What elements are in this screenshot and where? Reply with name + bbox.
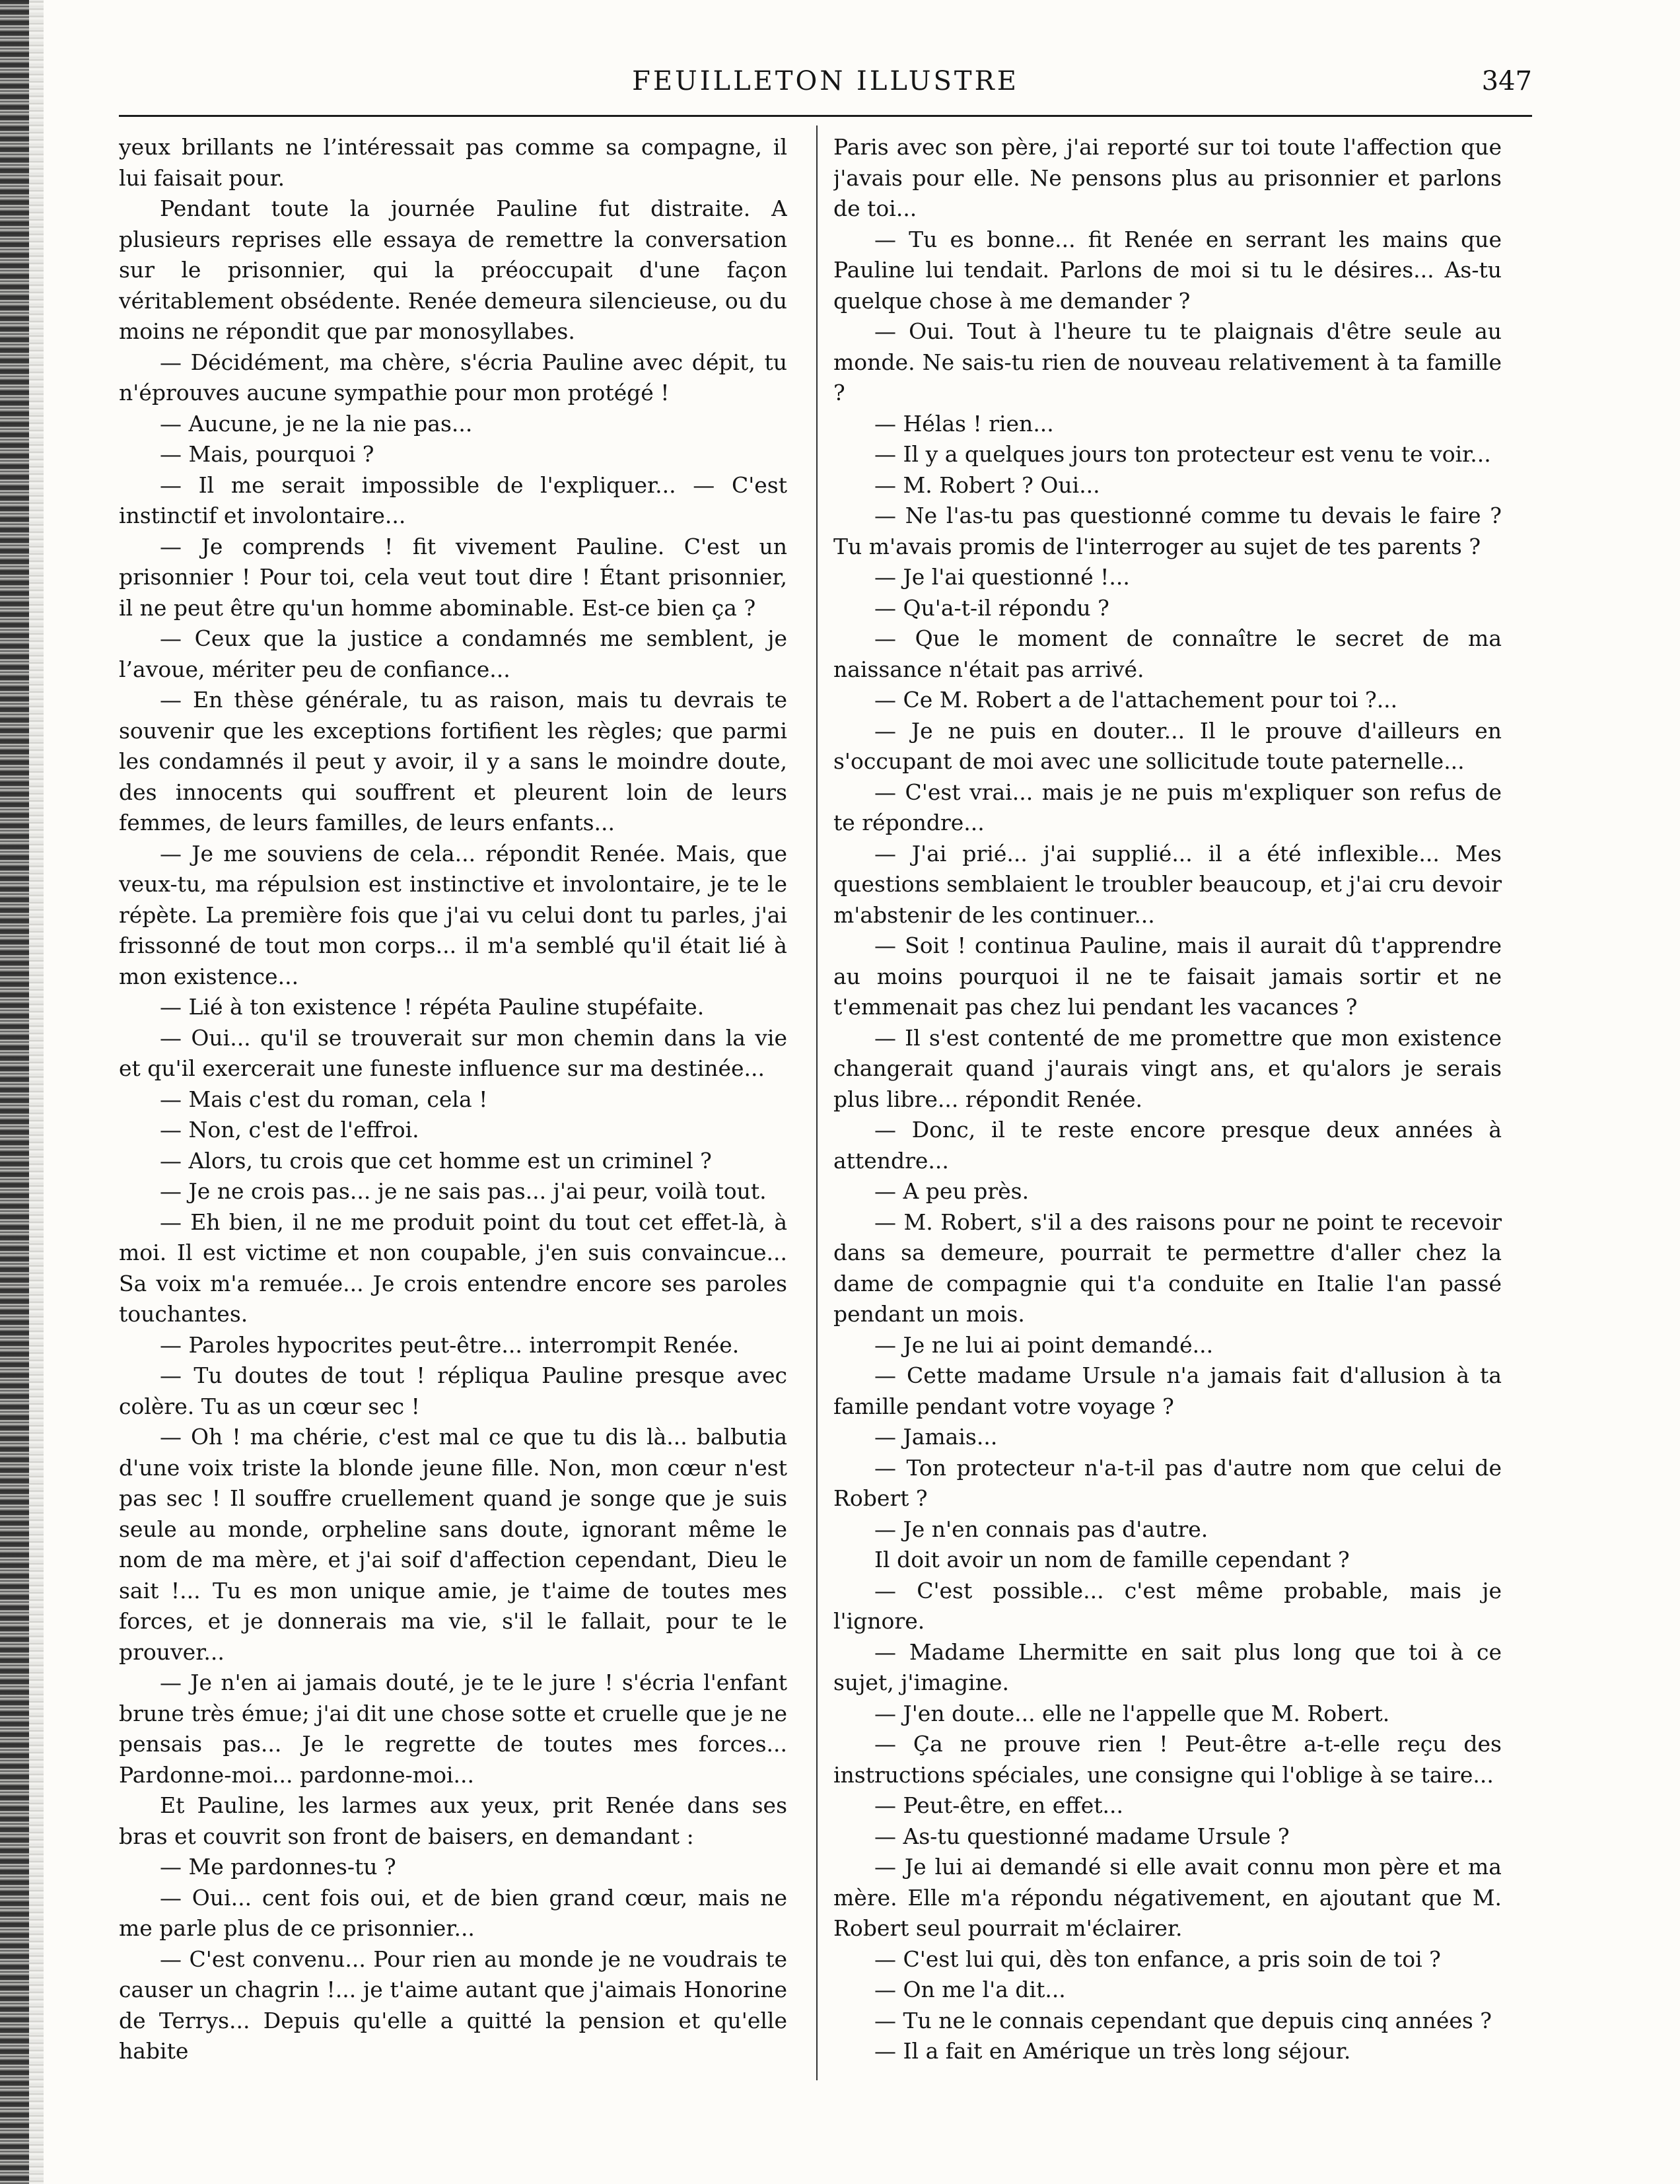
paragraph: — Mais c'est du roman, cela !	[160, 1086, 488, 1112]
paragraph: — Non, c'est de l'effroi.	[160, 1117, 419, 1143]
paragraph: — J'ai prié... j'ai supplié... il a été inflexible... Mes questions semblaient le troubler beaucoup, et j'ai cru devoir m'abstenir de les continuer...	[833, 840, 1502, 928]
running-title: FEUILLETON ILLUSTRE	[632, 66, 1019, 96]
paragraph: — Il s'est contenté de me promettre que mon existence changerait quand j'aurais vingt ans, et qu'alors je serais plus libre... répondit Renée.	[833, 1024, 1502, 1112]
page-binding-edge	[0, 0, 29, 2184]
paragraph: — Madame Lhermitte en sait plus long que toi à ce sujet, j'imagine.	[833, 1638, 1502, 1695]
paragraph: — Je lui ai demandé si elle avait connu mon père et ma mère. Elle m'a répondu négativement, en ajoutant que M. Robert seul pourrait m'éclairer.	[833, 1854, 1502, 1941]
paragraph: — On me l'a dit...	[874, 1977, 1066, 2002]
page-header	[119, 66, 1532, 106]
right-text-column	[833, 132, 1502, 2087]
paragraph: — Oui. Tout à l'heure tu te plaignais d'être seule au monde. Ne sais-tu rien de nouveau relativement à ta famille ?	[833, 318, 1502, 405]
paragraph: — Je n'en ai jamais douté, je te le jure ! s'écria l'enfant brune très émue; j'ai dit une chose sotte et cruelle que je ne pensais pas... Je le regrette de toutes mes forces... Pardonne-moi... pardonne-moi...	[119, 1670, 787, 1788]
paragraph: Paris avec son père, j'ai reporté sur toi toute l'affection que j'avais pour elle. Ne pensons plus au prisonnier et parlons de toi...	[833, 134, 1502, 221]
paragraph: — J'en doute... elle ne l'appelle que M. Robert.	[874, 1700, 1390, 1726]
paragraph: — C'est possible... c'est même probable, mais je l'ignore.	[833, 1577, 1502, 1634]
page-number: 347	[1481, 66, 1532, 96]
paragraph: — As-tu questionné madame Ursule ?	[874, 1823, 1290, 1849]
paragraph: — Hélas ! rien...	[874, 410, 1054, 437]
paragraph: — Lié à ton existence ! répéta Pauline stupéfaite.	[160, 994, 705, 1020]
paragraph: — Soit ! continua Pauline, mais il aurait dû t'apprendre au moins pourquoi il ne te faisait jamais sortir et ne t'emmenait pas chez lui pendant les vacances ?	[833, 933, 1502, 1020]
paragraph: — Ceux que la justice a condamnés me semblent, je l’avoue, mériter peu de confiance...	[119, 625, 787, 682]
paragraph: — Aucune, je ne la nie pas...	[160, 410, 473, 437]
paragraph: — Oh ! ma chérie, c'est mal ce que tu dis là... balbutia d'une voix triste la blonde jeune fille. Non, mon cœur n'est pas sec ! Il souffre cruellement quand je songe que je suis seule au monde, orpheline sans doute, ignorant même le nom de ma mère, et j'ai soif d'affection cependant, Dieu le sait !... Tu es mon unique amie, je t'aime de toutes mes forces, et je donnerais ma vie, s'il le fallait, pour te le prouver...	[119, 1424, 787, 1665]
paragraph: — Paroles hypocrites peut-être... interrompit Renée.	[160, 1331, 740, 1358]
paragraph: — Eh bien, il ne me produit point du tout cet effet-là, à moi. Il est victime et non coupable, j'en suis convaincue... Sa voix m'a remuée... Je crois entendre encore ses paroles touchantes.	[119, 1209, 787, 1327]
paragraph: — C'est convenu... Pour rien au monde je ne voudrais te causer un chagrin !... je t'aime autant que j'aimais Honorine de Terrys... Depuis qu'elle a quitté la pension et qu'elle habite	[119, 1946, 787, 2064]
paragraph: — Alors, tu crois que cet homme est un criminel ?	[160, 1147, 712, 1174]
paragraph: — Je ne puis en douter... Il le prouve d'ailleurs en s'occupant de moi avec une sollicitude toute paternelle...	[833, 717, 1502, 774]
paragraph: — Que le moment de connaître le secret de ma naissance n'était pas arrivé.	[833, 625, 1502, 682]
paragraph: — Cette madame Ursule n'a jamais fait d'allusion à ta famille pendant votre voyage ?	[833, 1362, 1502, 1419]
paragraph: — Ton protecteur n'a-t-il pas d'autre nom que celui de Robert ?	[833, 1454, 1502, 1511]
paragraph: yeux brillants ne l’intéressait pas comme sa compagne, il lui faisait pour.	[119, 134, 787, 191]
paragraph: — Ce M. Robert a de l'attachement pour toi ?...	[874, 687, 1398, 713]
paragraph: — C'est lui qui, dès ton enfance, a pris soin de toi ?	[874, 1946, 1441, 1972]
paragraph: — Je l'ai questionné !...	[874, 564, 1130, 590]
paragraph: Et Pauline, les larmes aux yeux, prit Renée dans ses bras et couvrit son front de baisers, en demandant :	[119, 1792, 787, 1849]
paragraph: — Je me souviens de cela... répondit Renée. Mais, que veux-tu, ma répulsion est instinctive et involontaire, je te le répète. La première fois que j'ai vu celui dont tu parles, j'ai frissonné de tout mon corps... il m'a semblé qu'il était lié à mon existence...	[119, 840, 787, 989]
paragraph: — M. Robert ? Oui...	[874, 472, 1100, 498]
paragraph: — Tu ne le connais cependant que depuis cinq années ?	[874, 2007, 1492, 2033]
paragraph: Il doit avoir un nom de famille cependant ?	[874, 1547, 1350, 1572]
paragraph: — Jamais...	[874, 1424, 998, 1450]
paragraph: — En thèse générale, tu as raison, mais tu devrais te souvenir que les exceptions fortifient les règles; que parmi les condamnés il peut y avoir, il y a sans le moindre doute, des innocents qui souffrent et pleurent loin de leurs femmes, de leurs familles, de leurs enfants...	[119, 687, 787, 835]
paragraph: — Ne l'as-tu pas questionné comme tu devais le faire ? Tu m'avais promis de l'interroger au sujet de tes parents ?	[833, 503, 1502, 559]
column-divider	[816, 125, 818, 2080]
paragraph: — Je comprends ! fit vivement Pauline. C'est un prisonnier ! Pour toi, cela veut tout dire ! Étant prisonnier, il ne peut être qu'un homme abominable. Est-ce bien ça ?	[119, 533, 787, 621]
paragraph: — Mais, pourquoi ?	[160, 441, 374, 467]
paragraph: — Oui... qu'il se trouverait sur mon chemin dans la vie et qu'il exercerait une funeste influence sur ma destinée...	[119, 1024, 787, 1081]
paragraph: — M. Robert, s'il a des raisons pour ne point te recevoir dans sa demeure, pourrait te permettre d'aller chez la dame de compagnie qui t'a conduite en Italie l'an passé pendant un mois.	[833, 1209, 1502, 1327]
header-rule	[119, 115, 1532, 117]
paragraph: — Il y a quelques jours ton protecteur est venu te voir...	[874, 441, 1491, 467]
paragraph: — Décidément, ma chère, s'écria Pauline avec dépit, tu n'éprouves aucune sympathie pour mon protégé !	[119, 349, 787, 405]
paragraph: — Tu es bonne... fit Renée en serrant les mains que Pauline lui tendait. Parlons de moi si tu le désires... As-tu quelque chose à me demander ?	[833, 226, 1502, 314]
paragraph: — Je ne lui ai point demandé...	[874, 1331, 1214, 1358]
paragraph: — Il me serait impossible de l'expliquer... — C'est instinctif et involontaire...	[119, 472, 787, 528]
paragraph: — Tu doutes de tout ! répliqua Pauline presque avec colère. Tu as un cœur sec !	[119, 1362, 787, 1419]
paragraph: — Je n'en connais pas d'autre.	[874, 1516, 1208, 1542]
paragraph: — C'est vrai... mais je ne puis m'expliquer son refus de te répondre...	[833, 779, 1502, 835]
paragraph: — Je ne crois pas... je ne sais pas... j'ai peur, voilà tout.	[160, 1178, 767, 1204]
paragraph: — Me pardonnes-tu ?	[160, 1854, 396, 1880]
paragraph: — Qu'a-t-il répondu ?	[874, 594, 1109, 621]
paragraph: — Ça ne prouve rien ! Peut-être a-t-elle reçu des instructions spéciales, une consigne qui l'oblige à se taire...	[833, 1731, 1502, 1788]
paragraph: — Il a fait en Amérique un très long séjour.	[874, 2038, 1351, 2064]
paragraph: — Oui... cent fois oui, et de bien grand cœur, mais ne me parle plus de ce prisonnier...	[119, 1884, 787, 1941]
left-text-column	[119, 132, 787, 2087]
page-binding-shadow	[29, 0, 44, 2184]
paragraph: — Peut-être, en effet...	[874, 1792, 1123, 1818]
paragraph: — A peu près.	[874, 1178, 1030, 1204]
paragraph: — Donc, il te reste encore presque deux années à attendre...	[833, 1117, 1502, 1174]
paragraph: Pendant toute la journée Pauline fut distraite. A plusieurs reprises elle essaya de remettre la conversation sur le prisonnier, qui la préoccupait d'une façon véritablement obsédente. Renée demeura silencieuse, ou du moins ne répondit que par monosyllabes.	[119, 195, 787, 344]
